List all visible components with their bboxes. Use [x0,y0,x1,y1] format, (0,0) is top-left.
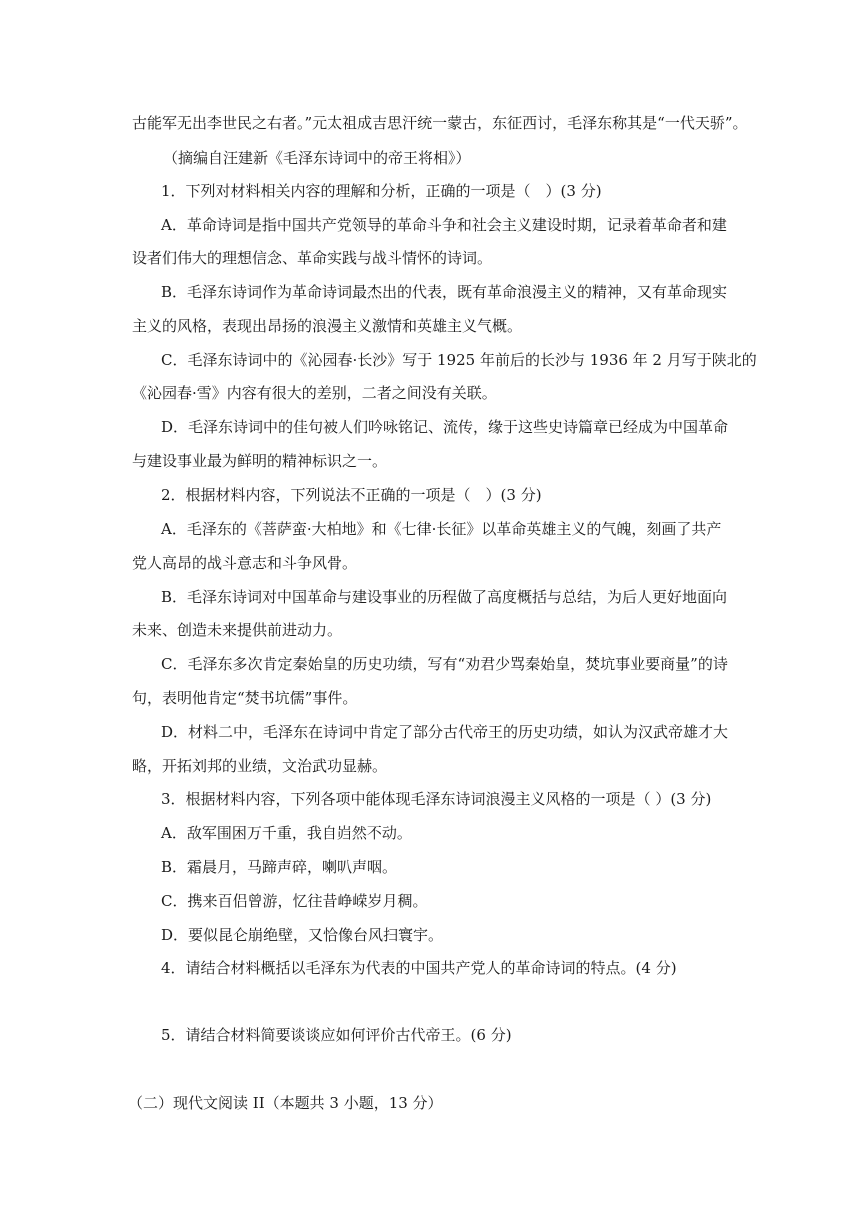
source-citation: （摘编自汪建新《毛泽东诗词中的帝王将相》） [163,149,471,167]
q1-option-d: D．毛泽东诗词中的佳句被人们吟咏铭记、流传，缘于这些史诗篇章已经成为中国革命 [161,418,729,436]
text-line: 古能军无出李世民之右者。”元太祖成吉思汗统一蒙古，东征西讨，毛泽东称其是“一代天骄”。 [132,114,748,132]
q1-option-d-cont: 与建设事业最为鲜明的精神标识之一。 [132,452,388,470]
q2-option-a: A．毛泽东的《菩萨蛮·大柏地》和《七律·长征》以革命英雄主义的气魄，刻画了共产 [161,520,722,538]
q3-option-c: C．携来百侣曾游，忆往昔峥嵘岁月稠。 [161,892,428,910]
question-2: 2．根据材料内容，下列说法不正确的一项是（ ）(3 分) [161,486,542,504]
question-3: 3．根据材料内容，下列各项中能体现毛泽东诗词浪漫主义风格的一项是（ ）(3 分) [161,790,712,808]
q2-option-c: C．毛泽东多次肯定秦始皇的历史功绩，写有“劝君少骂秦始皇，焚坑事业要商量”的诗 [161,655,728,673]
question-4: 4．请结合材料概括以毛泽东为代表的中国共产党人的革命诗词的特点。(4 分) [161,959,677,977]
q2-option-b: B．毛泽东诗词对中国革命与建设事业的历程做了高度概括与总结，为后人更好地面向 [161,588,728,606]
q1-option-c: C．毛泽东诗词中的《沁园春·长沙》写于 1925 年前后的长沙与 1936 年 2 月写于陕北的 [161,351,757,369]
q1-option-b: B．毛泽东诗词作为革命诗词最杰出的代表，既有革命浪漫主义的精神，又有革命现实 [161,283,728,301]
q3-option-a: A．敌军围困万千重，我自岿然不动。 [161,824,412,842]
q1-option-a-cont: 设者们伟大的理想信念、革命实践与战斗情怀的诗词。 [132,249,493,267]
q2-option-d-cont: 略，开拓刘邦的业绩，文治武功显赫。 [132,757,388,775]
question-5: 5．请结合材料简要谈谈应如何评价古代帝王。(6 分) [161,1026,512,1044]
q3-option-b: B．霜晨月，马蹄声碎，喇叭声咽。 [161,858,398,876]
q1-option-a: A．革命诗词是指中国共产党领导的革命斗争和社会主义建设时期，记录着革命者和建 [161,216,727,234]
q1-option-c-cont: 《沁园春·雪》内容有很大的差别，二者之间没有关联。 [132,384,497,402]
q2-option-b-cont: 未来、创造未来提供前进动力。 [132,621,343,639]
section-heading: （二）现代文阅读 II（本题共 3 小题，13 分） [128,1094,443,1112]
q3-option-d: D．要似昆仑崩绝壁，又恰像台风扫寰宇。 [161,926,444,944]
q2-option-c-cont: 句，表明他肯定“焚书坑儒”事件。 [132,689,358,707]
q2-option-d: D．材料二中，毛泽东在诗词中肯定了部分古代帝王的历史功绩，如认为汉武帝雄才大 [161,723,729,741]
q1-option-b-cont: 主义的风格，表现出昂扬的浪漫主义激情和英雄主义气概。 [132,317,523,335]
q2-option-a-cont: 党人高昂的战斗意志和斗争风骨。 [132,554,358,572]
question-1: 1．下列对材料相关内容的理解和分析，正确的一项是（ ）(3 分) [161,182,602,200]
